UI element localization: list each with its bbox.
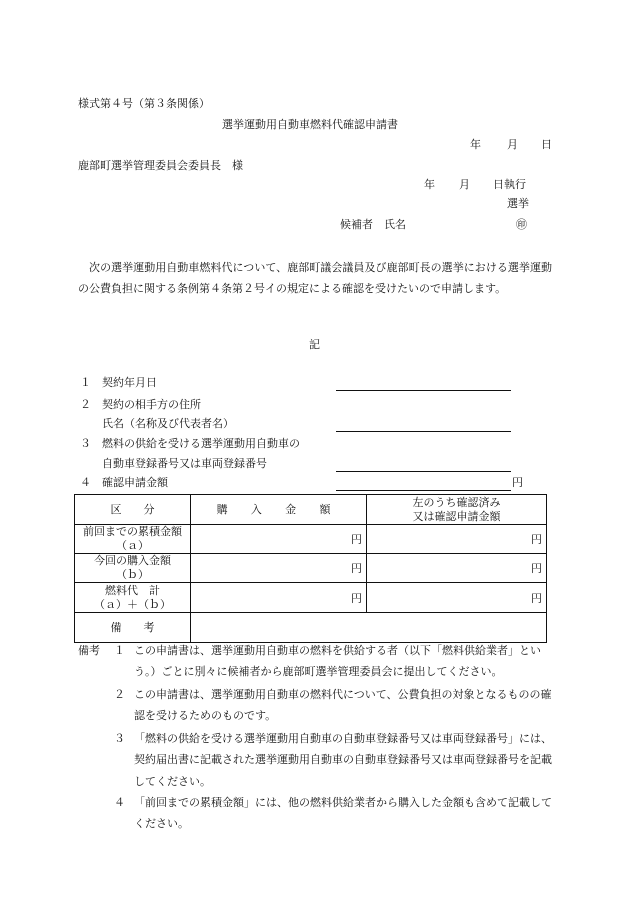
note-4: ４ 「前回までの累積金額」には、他の燃料供給業者から購入した金額も含めて記載してください。 — [114, 796, 552, 831]
form-number: 様式第４号（第３条関係） — [78, 97, 210, 110]
contract-date-blank[interactable] — [336, 390, 511, 391]
item-3-label: 燃料の供給を受ける選挙運動用自動車の — [102, 437, 300, 450]
election-day-held: 日執行 — [493, 178, 526, 191]
application-amount-blank[interactable] — [336, 490, 511, 491]
header-category: 区 分 — [75, 495, 191, 525]
table-row — [75, 613, 547, 643]
election-year: 年 — [424, 178, 435, 191]
date-year: 年 — [470, 138, 481, 151]
row-b-purchase-cell[interactable]: 円 — [191, 554, 367, 583]
contractor-name-blank[interactable] — [336, 431, 511, 432]
item-1-label: 契約年月日 — [102, 376, 157, 389]
registration-number-blank[interactable] — [336, 471, 511, 472]
election-name: 選挙 — [507, 197, 529, 210]
item-2-sub-label: 氏名（名称及び代表者名） — [102, 417, 234, 430]
row-a-purchase-cell[interactable]: 円 — [191, 525, 367, 554]
item-2-label: 契約の相手方の住所 — [102, 398, 201, 411]
notes-heading: 備考 — [78, 644, 100, 657]
table-header-row — [75, 495, 547, 525]
item-4-label: 確認申請金額 — [102, 476, 168, 489]
election-month: 月 — [459, 178, 470, 191]
item-2-number: ２ — [80, 398, 91, 411]
row-a-label: 前回までの累積金額 （ａ） — [75, 525, 191, 554]
addressee: 鹿部町選挙管理委員会委員長 様 — [78, 159, 243, 172]
item-3-sub-label: 自動車登録番号又は車両登録番号 — [102, 457, 267, 470]
ki-heading: 記 — [309, 338, 320, 351]
candidate-name-label: 候補者 氏名 — [340, 218, 406, 231]
item-3-number: ３ — [80, 437, 91, 450]
table-row — [75, 583, 547, 613]
item-4-unit: 円 — [512, 476, 523, 489]
date-month: 月 — [507, 138, 518, 151]
row-total-confirmed-cell[interactable]: 円 — [367, 583, 547, 613]
item-1-number: １ — [80, 376, 91, 389]
header-confirmed-amount: 左のうち確認済み 又は確認申請金額 — [367, 495, 547, 525]
row-b-confirmed-cell[interactable]: 円 — [367, 554, 547, 583]
row-b-label: 今回の購入金額 （ｂ） — [75, 554, 191, 583]
document-title: 選挙運動用自動車燃料代確認申請書 — [222, 118, 398, 131]
intro-paragraph: 次の選挙運動用自動車燃料代について、鹿部町議会議員及び鹿部町長の選挙における選挙運動の公費負担に関する条例第４条第２号イの規定による確認を受けたいので申請します。 — [78, 261, 552, 296]
note-2: ２ この申請書は、選挙運動用自動車の燃料代について、公費負担の対象となるものの確認を受けるためのものです。 — [114, 688, 552, 723]
table-row — [75, 525, 547, 554]
note-3: ３ 「燃料の供給を受ける選挙運動用自動車の自動車登録番号又は車両登録番号」には、契約届出書に記載された選挙運動用自動車の自動車登録番号又は車両登録番号を記載してください。 — [114, 732, 552, 788]
date-day: 日 — [541, 138, 552, 151]
table-row — [75, 554, 547, 583]
row-total-purchase-cell[interactable]: 円 — [191, 583, 367, 613]
row-remarks-label: 備 考 — [75, 613, 191, 643]
header-purchase-amount: 購 入 金 額 — [191, 495, 367, 525]
fuel-cost-table — [74, 494, 547, 643]
item-4-number: ４ — [80, 476, 91, 489]
row-total-label: 燃料代 計 （ａ）＋（ｂ） — [75, 583, 191, 613]
seal-mark: ㊞ — [516, 218, 527, 231]
note-1: １ この申請書は、選挙運動用自動車の燃料を供給する者（以下「燃料供給業者」という。）ごとに別々に候補者から鹿部町選挙管理委員会に提出してください。 — [114, 644, 541, 679]
row-remarks-cell[interactable] — [191, 613, 547, 643]
row-a-confirmed-cell[interactable]: 円 — [367, 525, 547, 554]
